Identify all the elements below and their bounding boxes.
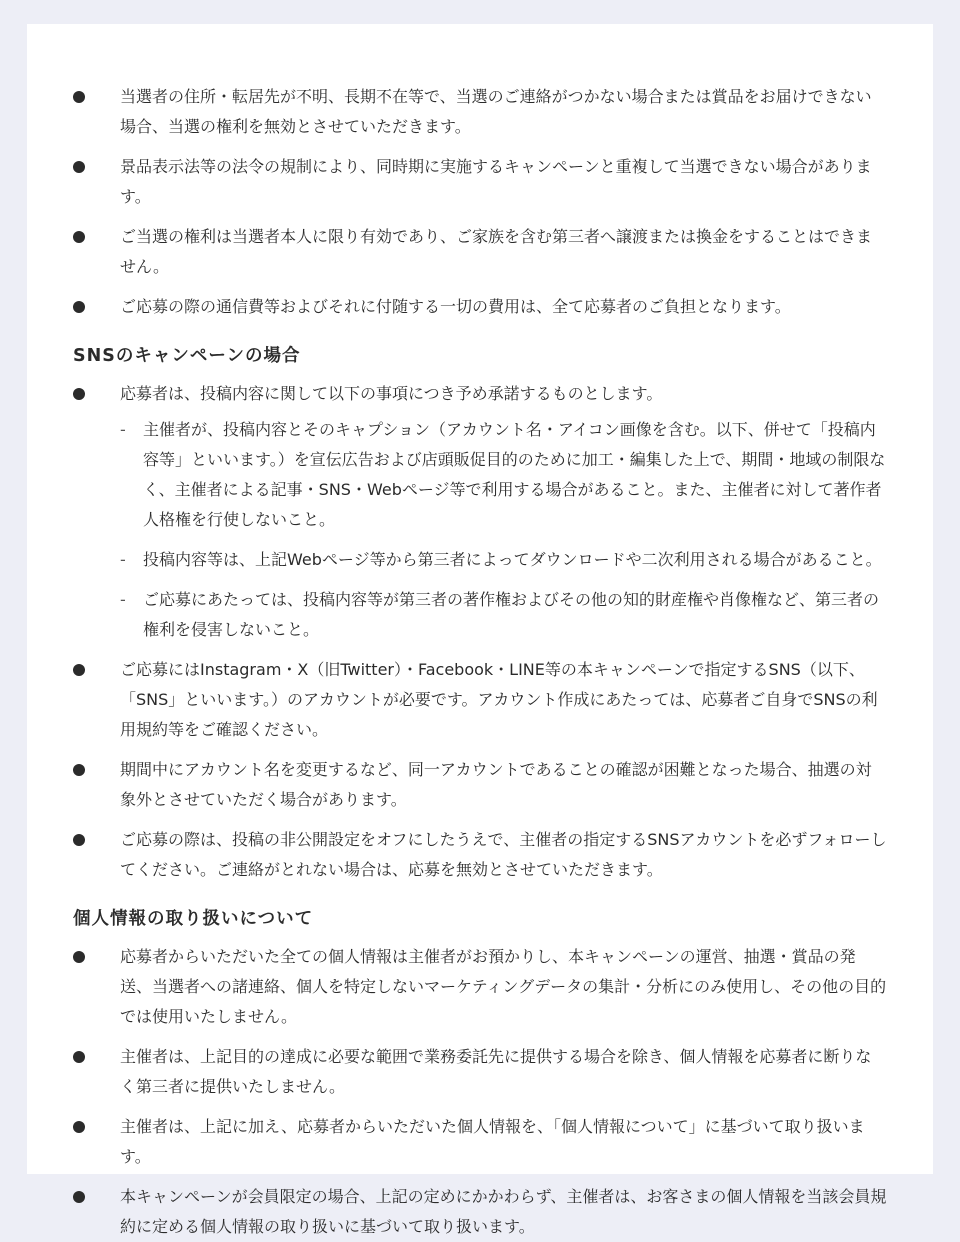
dash-icon: - — [120, 590, 126, 609]
list-item: 主催者は、上記に加え、応募者からいただいた個人情報を、「個人情報について」に基づいて取り扱います。 — [73, 1112, 887, 1172]
list-item: 期間中にアカウント名を変更するなど、同一アカウントであることの確認が困難となった場合、抽選の対象外とさせていただく場合があります。 — [73, 755, 887, 815]
bullet-icon — [73, 301, 85, 313]
terms-card — [27, 24, 933, 1236]
bullet-icon — [73, 91, 85, 103]
sns-intro-text: 応募者は、投稿内容に関して以下の事項につき予め承諾するものとします。 — [120, 384, 663, 403]
bullet-icon — [73, 951, 85, 963]
sns-terms-list — [73, 379, 887, 885]
sns-section-heading: SNSのキャンペーンの場合 — [73, 346, 301, 366]
bullet-icon — [73, 764, 85, 776]
sns-sub-list — [120, 415, 887, 645]
list-item: 応募者からいただいた全ての個人情報は主催者がお預かりし、本キャンペーンの運営、抽選・賞品の発送、当選者への諸連絡、個人を特定しないマーケティングデータの集計・分析にのみ使用し、その他の目的では使用いたしません。 — [73, 942, 887, 1032]
bullet-icon — [73, 1121, 85, 1133]
bullet-icon — [73, 231, 85, 243]
privacy-section-heading: 個人情報の取り扱いについて — [73, 909, 314, 929]
dash-icon: - — [120, 420, 126, 439]
list-item: 本キャンペーンが会員限定の場合、上記の定めにかかわらず、主催者は、お客さまの個人情報を当該会員規約に定める個人情報の取り扱いに基づいて取り扱います。 — [73, 1182, 887, 1242]
sub-list-item: - 投稿内容等は、上記Webページ等から第三者によってダウンロードや二次利用される場合があること。 — [120, 545, 887, 575]
list-item: 景品表示法等の法令の規制により、同時期に実施するキャンペーンと重複して当選できない場合があります。 — [73, 152, 887, 212]
bullet-icon — [73, 161, 85, 173]
list-item: 当選者の住所・転居先が不明、長期不在等で、当選のご連絡がつかない場合または賞品をお届けできない場合、当選の権利を無効とさせていただきます。 — [73, 82, 887, 142]
bullet-icon — [73, 834, 85, 846]
bullet-icon — [73, 664, 85, 676]
bullet-icon — [73, 388, 85, 400]
list-item: ご応募の際の通信費等およびそれに付随する一切の費用は、全て応募者のご負担となります。 — [73, 292, 887, 322]
sub-list-item: - ご応募にあたっては、投稿内容等が第三者の著作権およびその他の知的財産権や肖像権など、第三者の権利を侵害しないこと。 — [120, 585, 887, 645]
general-terms-list — [73, 82, 887, 322]
list-item: ご当選の権利は当選者本人に限り有効であり、ご家族を含む第三者へ譲渡または換金をすることはできません。 — [73, 222, 887, 282]
bullet-icon — [73, 1051, 85, 1063]
list-item — [73, 379, 887, 645]
list-item: 主催者は、上記目的の達成に必要な範囲で業務委託先に提供する場合を除き、個人情報を応募者に断りなく第三者に提供いたしません。 — [73, 1042, 887, 1102]
list-item: ご応募の際は、投稿の非公開設定をオフにしたうえで、主催者の指定するSNSアカウントを必ずフォローしてください。ご連絡がとれない場合は、応募を無効とさせていただきます。 — [73, 825, 887, 885]
bullet-icon — [73, 1191, 85, 1203]
list-item: ご応募にはInstagram・X（旧Twitter）・Facebook・LINE等の本キャンペーンで指定するSNS（以下、「SNS」といいます。）のアカウントが必要です。アカウント作成にあたっては、応募者ご自身でSNSの利用規約等をご確認ください。 — [73, 655, 887, 745]
dash-icon: - — [120, 550, 126, 569]
privacy-terms-list — [73, 942, 887, 1242]
sub-list-item: - 主催者が、投稿内容とそのキャプション（アカウント名・アイコン画像を含む。以下、併せて「投稿内容等」といいます。）を宣伝広告および店頭販促目的のために加工・編集した上で、期間・地域の制限なく、主催者による記事・SNS・Webページ等で利用する場合があること。また、主催者に対して著作者人格権を行使しないこと。 — [120, 415, 887, 535]
